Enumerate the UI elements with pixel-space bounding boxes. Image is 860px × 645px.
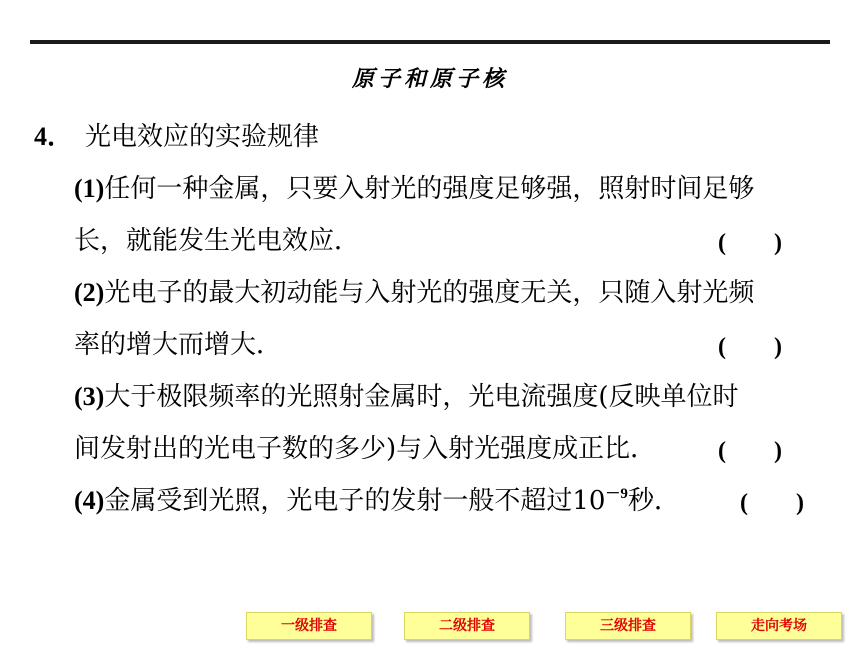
item-4-line-1 xyxy=(74,480,680,517)
item-4-text-before: 金属受到光照，光电子的发射一般不超过10 xyxy=(104,486,606,516)
item-3-line-1 xyxy=(74,376,738,413)
section-heading-text: 光电效应的实验规律 xyxy=(85,122,320,152)
item-2-line-1 xyxy=(74,272,754,309)
item-2-mark: (2) xyxy=(74,278,105,307)
section-number: 4． xyxy=(34,122,74,151)
item-4-text-after: 秒． xyxy=(627,486,680,516)
item-1-text-1: 任何一种金属，只要入射光的强度足够强，照射时间足够 xyxy=(104,174,755,204)
page-title: 原子和原子核 xyxy=(351,66,508,92)
item-1-text-2: 长，就能发生光电效应． xyxy=(74,226,361,256)
item-3-answer-blank[interactable]: ( ) xyxy=(718,438,782,464)
nav-level2-button[interactable]: 二级排查 xyxy=(404,612,530,640)
item-1-mark: (1) xyxy=(74,174,105,203)
item-1-answer-blank[interactable]: ( ) xyxy=(718,230,782,256)
top-divider xyxy=(30,40,830,44)
bottom-nav xyxy=(0,612,860,642)
item-2-text-2: 率的增大而增大． xyxy=(74,330,283,360)
nav-exam-button[interactable]: 走向考场 xyxy=(716,612,842,640)
nav-level3-button[interactable]: 三级排查 xyxy=(565,612,691,640)
item-4-answer-blank[interactable]: ( ) xyxy=(740,490,804,516)
item-4-mark: (4) xyxy=(74,486,105,515)
item-1-line-1 xyxy=(74,168,754,205)
item-2-answer-blank[interactable]: ( ) xyxy=(718,334,782,360)
nav-level1-button[interactable]: 一级排查 xyxy=(246,612,372,640)
item-3-text-2: 间发射出的光电子数的多少)与入射光强度成正比． xyxy=(74,434,657,464)
item-2-text-1: 光电子的最大初动能与入射光的强度无关，只随入射光频 xyxy=(104,278,755,308)
item-2-line-2 xyxy=(74,324,282,361)
item-3-mark: (3) xyxy=(74,382,105,411)
item-3-line-2 xyxy=(74,428,656,465)
section-heading xyxy=(34,116,319,153)
item-3-text-1: 大于极限频率的光照射金属时，光电流强度(反映单位时 xyxy=(104,382,739,412)
item-4-exponent: －9 xyxy=(605,486,628,502)
item-1-line-2 xyxy=(74,220,360,257)
